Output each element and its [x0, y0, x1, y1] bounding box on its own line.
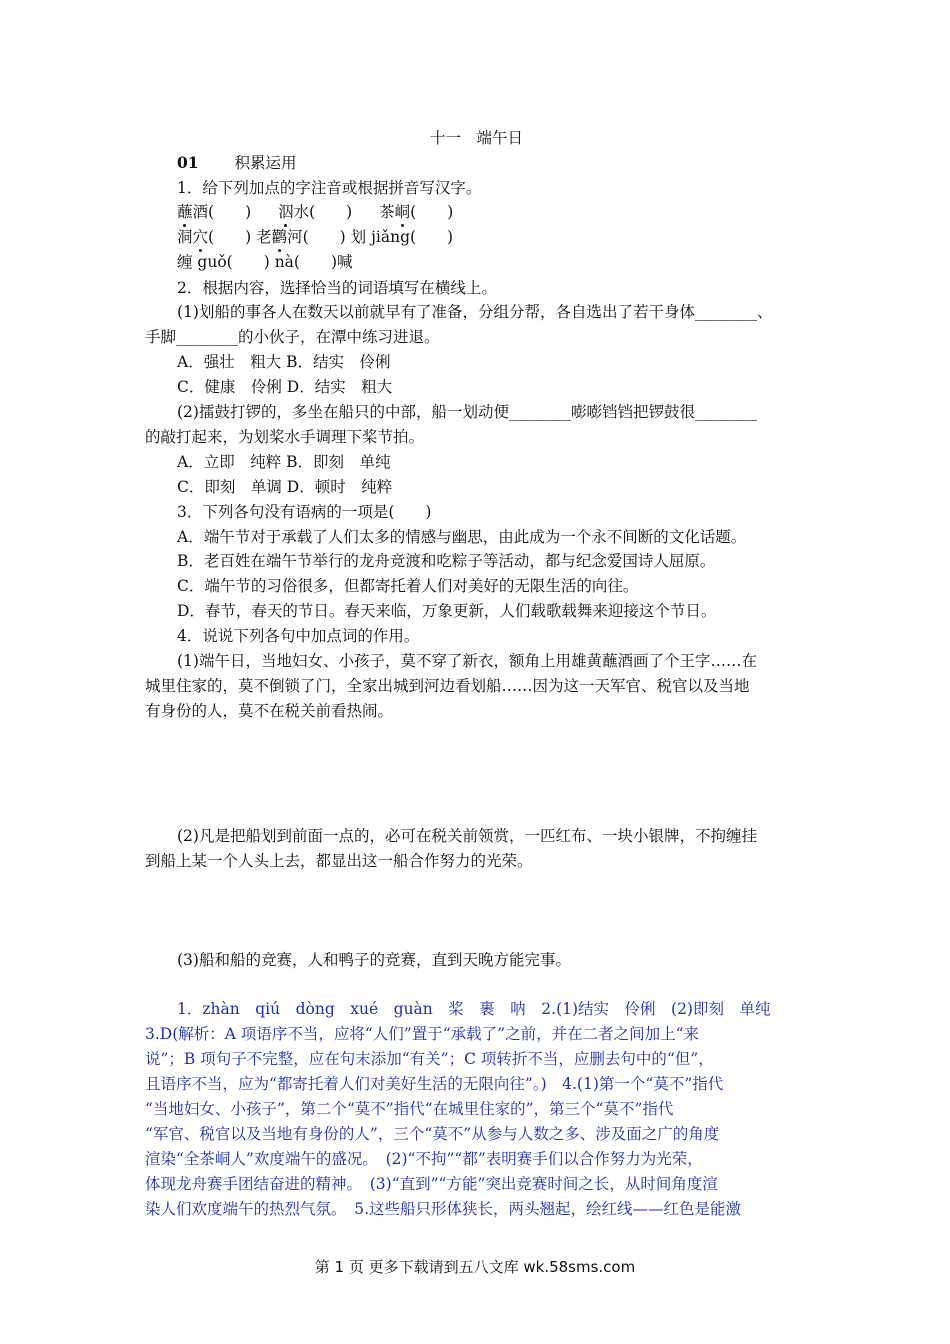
section-number: 01 [177, 153, 199, 172]
q1-item: 茶峒( ) [379, 203, 454, 221]
q2-stem: 2．根据内容，选择恰当的词语填写在横线上。 [177, 279, 497, 297]
q1-item: nà( )喊 [274, 253, 353, 271]
answer-line-2: 3.D(解析：A 项语序不当，应将“人们”置于“承载了”之前，并在二者之间加上“来 [145, 1025, 700, 1043]
q4-s3-line1: (3)船和船的竞赛，人和鸭子的竞赛，直到天晚方能完事。 [177, 951, 571, 969]
answer-line-1: 1．zhàn qiú dòng xué guàn 桨 裹 呐 2.(1)结实 伶俐 (2)即刻 单纯 [177, 1000, 771, 1018]
page-title: 十一 端午日 [429, 129, 523, 147]
section-heading [177, 153, 296, 173]
q3-option-c: C．端午节的习俗很多，但都寄托着人们对美好的无限生活的向往。 [177, 577, 639, 595]
q2-p2-options-cd: C．即刻 单调 D．顿时 纯粹 [177, 478, 393, 496]
q4-s2-line1: (2)凡是把船划到前面一点的，必可在税关前领赏，一匹红布、一块小银牌，不拘缠挂 [177, 827, 757, 845]
answer-line-9: 染人们欢度端午的热烈气氛。 5.这些船只形体狭长，两头翘起，绘红线——红色是能激 [145, 1200, 742, 1218]
q1-row3 [177, 252, 353, 272]
q4-s2-line2: 到船上某一个人头上去，都显出这一船合作努力的光荣。 [145, 852, 533, 870]
answer-line-8: 体现龙舟赛手团结奋进的精神。 (3)“直到”“方能”突出竞赛时间之长，从时间角度渲 [145, 1175, 718, 1193]
q2-p2-line1: (2)擂鼓打锣的，多坐在船只的中部，船一划动便________嘭嘭铛铛把锣鼓很________ [177, 403, 757, 421]
q1-item: 划 jiǎng( ) [350, 228, 454, 246]
q1-row2 [177, 227, 453, 247]
answer-line-6: “军官、税官以及当地有身份的人”，三个“莫不”从参与人数之多、涉及面之广的角度 [145, 1125, 720, 1143]
q1-item: 老鹳河( ) [256, 228, 346, 246]
q1-item: 缠 guǒ( ) [177, 253, 270, 271]
q4-stem: 4．说说下列各句中加点词的作用。 [177, 627, 420, 645]
q1-item: 泅水( ) [278, 203, 353, 221]
q3-option-a: A．端午节对于承载了人们太多的情感与幽思，由此成为一个永不间断的文化话题。 [177, 528, 747, 546]
answer-line-5: “当地妇女、小孩子”，第二个“莫不”指代“在城里住家的”，第三个“莫不”指代 [145, 1100, 674, 1118]
q1-stem: 1．给下列加点的字注音或根据拼音写汉字。 [177, 179, 482, 197]
q3-stem: 3．下列各句没有语病的一项是( ) [177, 503, 432, 521]
page-footer: 第 1 页 更多下载请到五八文库 wk.58sms.com [314, 1258, 636, 1276]
q1-item: 蘸酒( ) [177, 203, 252, 221]
q2-p1-line2: 手脚________的小伙子，在潭中练习进退。 [145, 328, 440, 346]
q2-p1-options-ab: A．强壮 粗大 B．结实 伶俐 [177, 353, 391, 371]
q2-p2-options-ab: A．立即 纯粹 B．即刻 单纯 [177, 453, 391, 471]
q2-p1-options-cd: C．健康 伶俐 D．结实 粗大 [177, 378, 393, 396]
answer-line-4: 且语序不当，应为“都寄托着人们对美好生活的无限向往”。) 4.(1)第一个“莫不”指代 [145, 1075, 724, 1093]
q3-option-d: D．春节，春天的节日。春天来临，万象更新，人们载歌载舞来迎接这个节日。 [177, 602, 717, 620]
answer-line-3: 说”；B 项句子不完整，应在句末添加“有关”；C 项转折不当，应删去句中的“但”， [145, 1050, 714, 1068]
q4-s1-line3: 有身份的人，莫不在税关前看热闹。 [145, 702, 394, 720]
q2-p2-line2: 的敲打起来，为划桨水手调理下桨节拍。 [145, 428, 425, 446]
q4-s1-line1: (1)端午日，当地妇女、小孩子，莫不穿了新衣，额角上用雄黄蘸酒画了个王字……在 [177, 652, 757, 670]
q1-row1 [177, 202, 453, 222]
answer-line-7: 渲染“全茶峒人”欢度端午的盛况。 (2)“不拘”“都”表明赛手们以合作努力为光荣， [145, 1150, 703, 1168]
q2-p1-line1: (1)划船的事各人在数天以前就早有了准备，分组分帮，各自选出了若干身体________、 [177, 303, 773, 321]
q1-item: 洞穴( ) [177, 228, 252, 246]
q3-option-b: B．老百姓在端午节举行的龙舟竞渡和吃粽子等活动，都与纪念爱国诗人屈原。 [177, 552, 716, 570]
q4-s1-line2: 城里住家的，莫不倒锁了门，全家出城到河边看划船……因为这一天军官、税官以及当地 [145, 677, 750, 695]
section-name: 积累运用 [234, 154, 297, 172]
